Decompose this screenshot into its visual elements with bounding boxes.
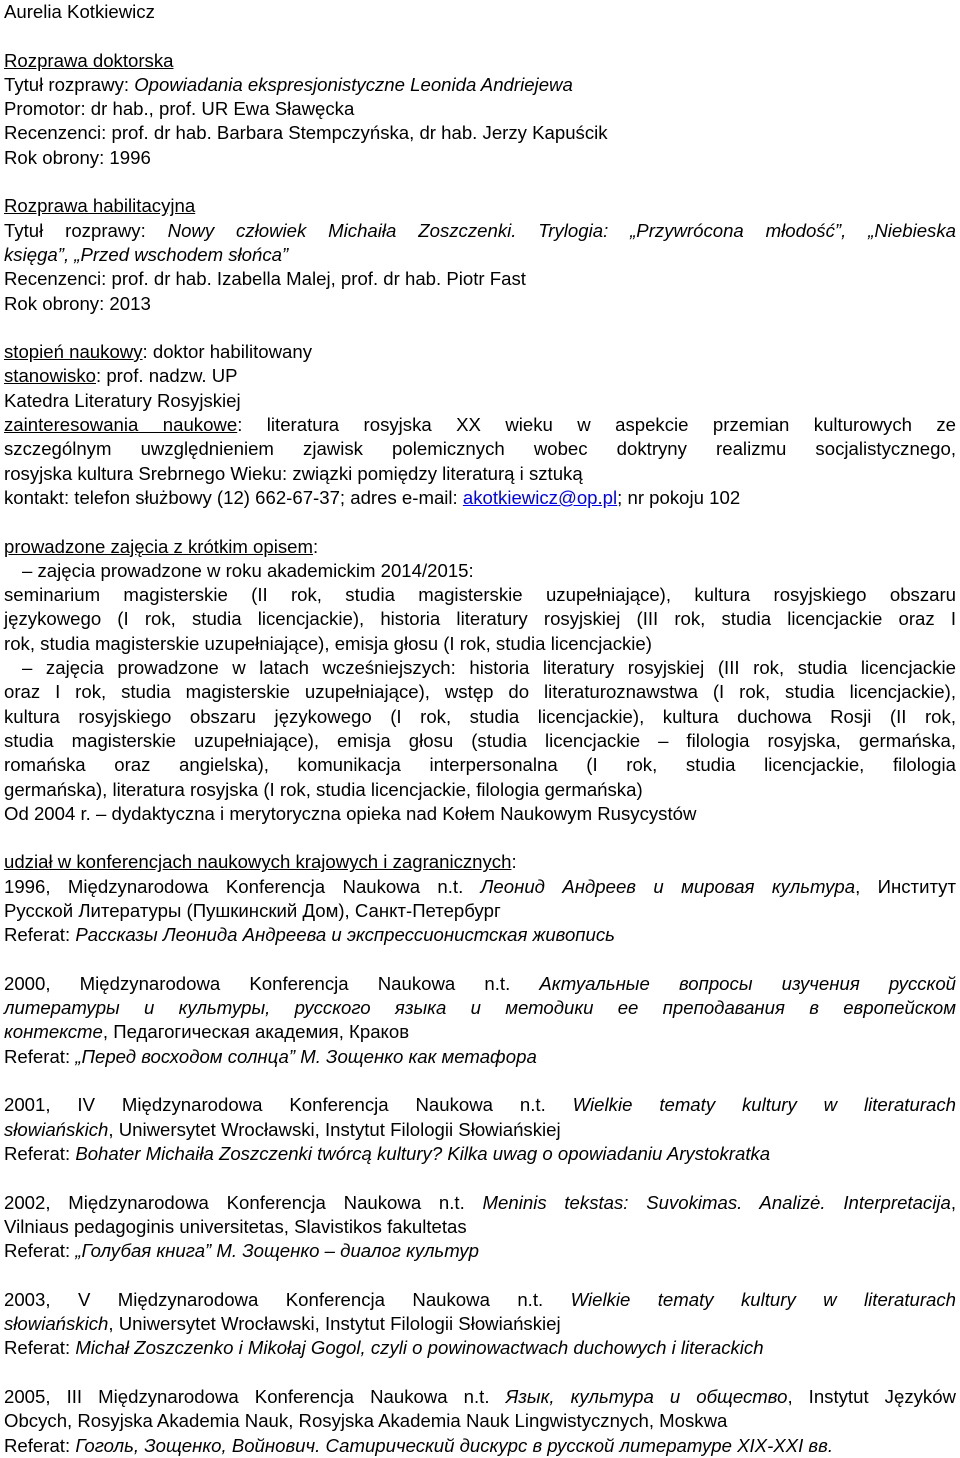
conf-2003-line1 (4, 1288, 956, 1312)
conf-1996-ref: Рассказы Леонида Андреева и экспрессионистская живопись (75, 924, 615, 946)
position-line (4, 364, 956, 388)
conf-2001-theme1: Wielkie tematy kultury w literaturach (572, 1094, 956, 1116)
interests-text1: : literatura rosyjska XX wieku w aspekcie przemian kulturowych ze (237, 414, 956, 436)
conf-2002-theme: Meninis tekstas: Suvokimas. Analizė. Interpretacija (482, 1191, 951, 1213)
email-link[interactable]: akotkiewicz@op.pl (462, 486, 618, 508)
conf-2005-ref-label: Referat: (4, 1434, 76, 1456)
doctoral-title-line (4, 73, 956, 97)
habilitation-title-label: Tytuł rozprawy: (4, 219, 168, 241)
conf-2000-suffix: , Педагогическая академия, Краков (102, 1021, 410, 1043)
courses-past-line6: germańska), literatura rosyjska (I rok, studia licencjackie, filologia germańska) (4, 778, 643, 800)
conf-2001-referat (4, 1142, 956, 1166)
habilitation-title-line1 (4, 219, 956, 243)
conf-1996-prefix: 1996, Międzynarodowa Konferencja Naukowa n.t. (4, 875, 481, 897)
conf-2003-theme1: Wielkie tematy kultury w literaturach (570, 1288, 956, 1310)
courses-past-line1: – zajęcia prowadzone w latach wcześniejszych: historia literatury rosyjskiej (III rok, studia licencjackie (22, 657, 956, 679)
conf-1996-referat (4, 923, 956, 947)
conf-2005-line1 (4, 1385, 956, 1409)
degree-label: stopień naukowy (4, 341, 143, 363)
conf-2000-theme2: литературы и культуры, русского языка и методики ее преподавания в европейском (4, 997, 956, 1019)
conferences-heading: udział w konferencjach naukowych krajowych i zagranicznych (4, 851, 512, 873)
conf-2005-prefix: 2005, III Międzynarodowa Konferencja Naukowa n.t. (4, 1385, 506, 1407)
habilitation-title-line2: księga”, „Przed wschodem słońca” (4, 243, 289, 265)
courses-past-line4: studia magisterskie uzupełniające), emisja głosu (studia licencjackie – filologia rosyjska, germańska, (4, 729, 956, 751)
position-value: : prof. nadzw. UP (95, 365, 238, 387)
interests-line3: rosyjska kultura Srebrnego Wieku: związki pomiędzy literaturą i sztuką (4, 462, 583, 484)
conf-1996-ref-label: Referat: (4, 924, 76, 946)
conf-2000-ref: „Перед восходом солнца” М. Зощенко как метафора (75, 1045, 537, 1067)
courses-current-intro: – zajęcia prowadzone w roku akademickim 2014/2015: (22, 559, 474, 581)
conf-2001-suffix: , Uniwersytet Wrocławski, Instytut Filologii Słowiańskiej (108, 1118, 561, 1140)
interests-line1 (4, 413, 956, 437)
interests-line2: szczególnym uwzględnieniem zjawisk polemicznych wobec doktryny realizmu socjalistycznego, (4, 438, 956, 460)
doctoral-heading: Rozprawa doktorska (4, 49, 174, 71)
conf-2002-line2: Vilniaus pedagoginis universitetas, Slavistikos fakultetas (4, 1215, 467, 1237)
conf-2001-ref: Bohater Michaiła Zoszczenki twórcą kultury? Kilka uwag o opowiadaniu Arystokratka (75, 1142, 771, 1164)
degree-value: : doktor habilitowany (142, 341, 313, 363)
habilitation-title-part1: Nowy człowiek Michaiła Zoszczenki. Trylogia: „Przywrócona młodość”, „Niebieska (167, 219, 956, 241)
habilitation-reviewers: Recenzenci: prof. dr hab. Izabella Malej, prof. dr hab. Piotr Fast (4, 268, 526, 290)
conf-2005-suffix: , Instytut Języków (787, 1385, 956, 1407)
conf-2002-prefix: 2002, Międzynarodowa Konferencja Naukowa n.t. (4, 1191, 483, 1213)
department: Katedra Literatury Rosyjskiej (4, 389, 241, 411)
conf-2000-referat (4, 1045, 956, 1069)
conf-2005-ref: Гоголь, Зощенко, Войнович. Сатирический дискурс в русской литературе XIX-XXI вв. (75, 1434, 833, 1456)
conf-2003-referat (4, 1336, 956, 1360)
conf-2000-theme3: контексте (4, 1021, 103, 1043)
conf-2003-theme2: słowiańskich (4, 1313, 109, 1335)
conf-2002-suffix: , (950, 1191, 956, 1213)
conf-2005-theme: Язык, культура и общество (505, 1385, 788, 1407)
courses-current-line2: językowego (I rok, studia licencjackie), historia literatury rosyjskiej (III rok, studia licencjackie oraz I (4, 608, 956, 630)
doctoral-title-label: Tytuł rozprawy: (4, 73, 135, 95)
contact-line (4, 486, 956, 510)
conf-2003-ref: Michał Zoszczenko i Mikołaj Gogol, czyli o powinowactwach duchowych i literackich (75, 1337, 764, 1359)
conf-2001-line2 (4, 1118, 956, 1142)
courses-past-line3: kultura rosyjskiego obszaru językowego (I rok, studia licencjackie), kultura duchowa Rosji (II rok, (4, 705, 956, 727)
conferences-heading-colon: : (511, 851, 517, 873)
conf-2002-ref-label: Referat: (4, 1240, 76, 1262)
conf-2003-prefix: 2003, V Międzynarodowa Konferencja Naukowa n.t. (4, 1288, 571, 1310)
conf-2002-referat (4, 1239, 956, 1263)
doctoral-title: Opowiadania ekspresjonistyczne Leonida Andriejewa (134, 73, 573, 95)
conf-2000-line1 (4, 972, 956, 996)
conf-2005-referat (4, 1434, 956, 1458)
conf-2000-theme1: Актуальные вопросы изучения русской (539, 972, 956, 994)
doctoral-year: Rok obrony: 1996 (4, 146, 151, 168)
position-label: stanowisko (4, 365, 96, 387)
conf-2000-line3 (4, 1020, 956, 1044)
conf-1996-theme: Леонид Андреев и мировая культура (480, 875, 856, 897)
courses-tutoring: Od 2004 r. – dydaktyczna i merytoryczna opieka nad Kołem Naukowym Rusycystów (4, 802, 697, 824)
courses-heading-colon: : (313, 535, 319, 557)
conf-2002-line1 (4, 1191, 956, 1215)
conf-2005-line2: Obcych, Rosyjska Akademia Nauk, Rosyjska Akademia Nauk Lingwistycznych, Moskwa (4, 1410, 728, 1432)
interests-label: zainteresowania naukowe (4, 414, 238, 436)
courses-past-line5: romańska oraz angielska), komunikacja interpersonalna (I rok, studia licencjackie, filologia (4, 754, 956, 776)
degree-line (4, 340, 956, 364)
courses-current-line3: rok, studia magisterskie uzupełniające), emisja głosu (I rok, studia licencjackie) (4, 632, 652, 654)
courses-heading-line (4, 535, 956, 559)
conf-1996-line1 (4, 875, 956, 899)
conf-2002-ref: „Голубая книга” М. Зощенко – диалог культур (75, 1240, 479, 1262)
conf-2000-prefix: 2000, Międzynarodowa Konferencja Naukowa n.t. (4, 972, 540, 994)
conf-2003-line2 (4, 1312, 956, 1336)
conf-2003-ref-label: Referat: (4, 1337, 76, 1359)
conf-2001-prefix: 2001, IV Międzynarodowa Konferencja Naukowa n.t. (4, 1094, 573, 1116)
courses-heading: prowadzone zajęcia z krótkim opisem (4, 535, 313, 557)
conf-1996-suffix: , Институт (855, 875, 956, 897)
conf-1996-line2: Русской Литературы (Пушкинский Дом), Санкт-Петербург (4, 899, 501, 921)
doctoral-promotor: Promotor: dr hab., prof. UR Ewa Sławęcka (4, 98, 355, 120)
conferences-heading-line (4, 850, 956, 874)
contact-prefix: kontakt: telefon służbowy (12) 662-67-37; adres e-mail: (4, 486, 463, 508)
conf-2001-line1 (4, 1093, 956, 1117)
habilitation-heading: Rozprawa habilitacyjna (4, 195, 196, 217)
courses-current-line1: seminarium magisterskie (II rok, studia magisterskie uzupełniające), kultura rosyjskiego obszaru (4, 584, 956, 606)
author-name: Aurelia Kotkiewicz (4, 1, 155, 22)
habilitation-year: Rok obrony: 2013 (4, 292, 151, 314)
conf-2001-theme2: słowiańskich (4, 1118, 109, 1140)
contact-suffix: ; nr pokoju 102 (617, 486, 741, 508)
conf-2000-ref-label: Referat: (4, 1045, 76, 1067)
courses-past-line2: oraz I rok, studia magisterskie uzupełniające), wstęp do literaturoznawstwa (I rok, studia licencjackie), (4, 681, 956, 703)
conf-2003-suffix: , Uniwersytet Wrocławski, Instytut Filologii Słowiańskiej (108, 1313, 561, 1335)
conf-2001-ref-label: Referat: (4, 1142, 76, 1164)
doctoral-reviewers: Recenzenci: prof. dr hab. Barbara Stempczyńska, dr hab. Jerzy Kapuścik (4, 122, 608, 144)
